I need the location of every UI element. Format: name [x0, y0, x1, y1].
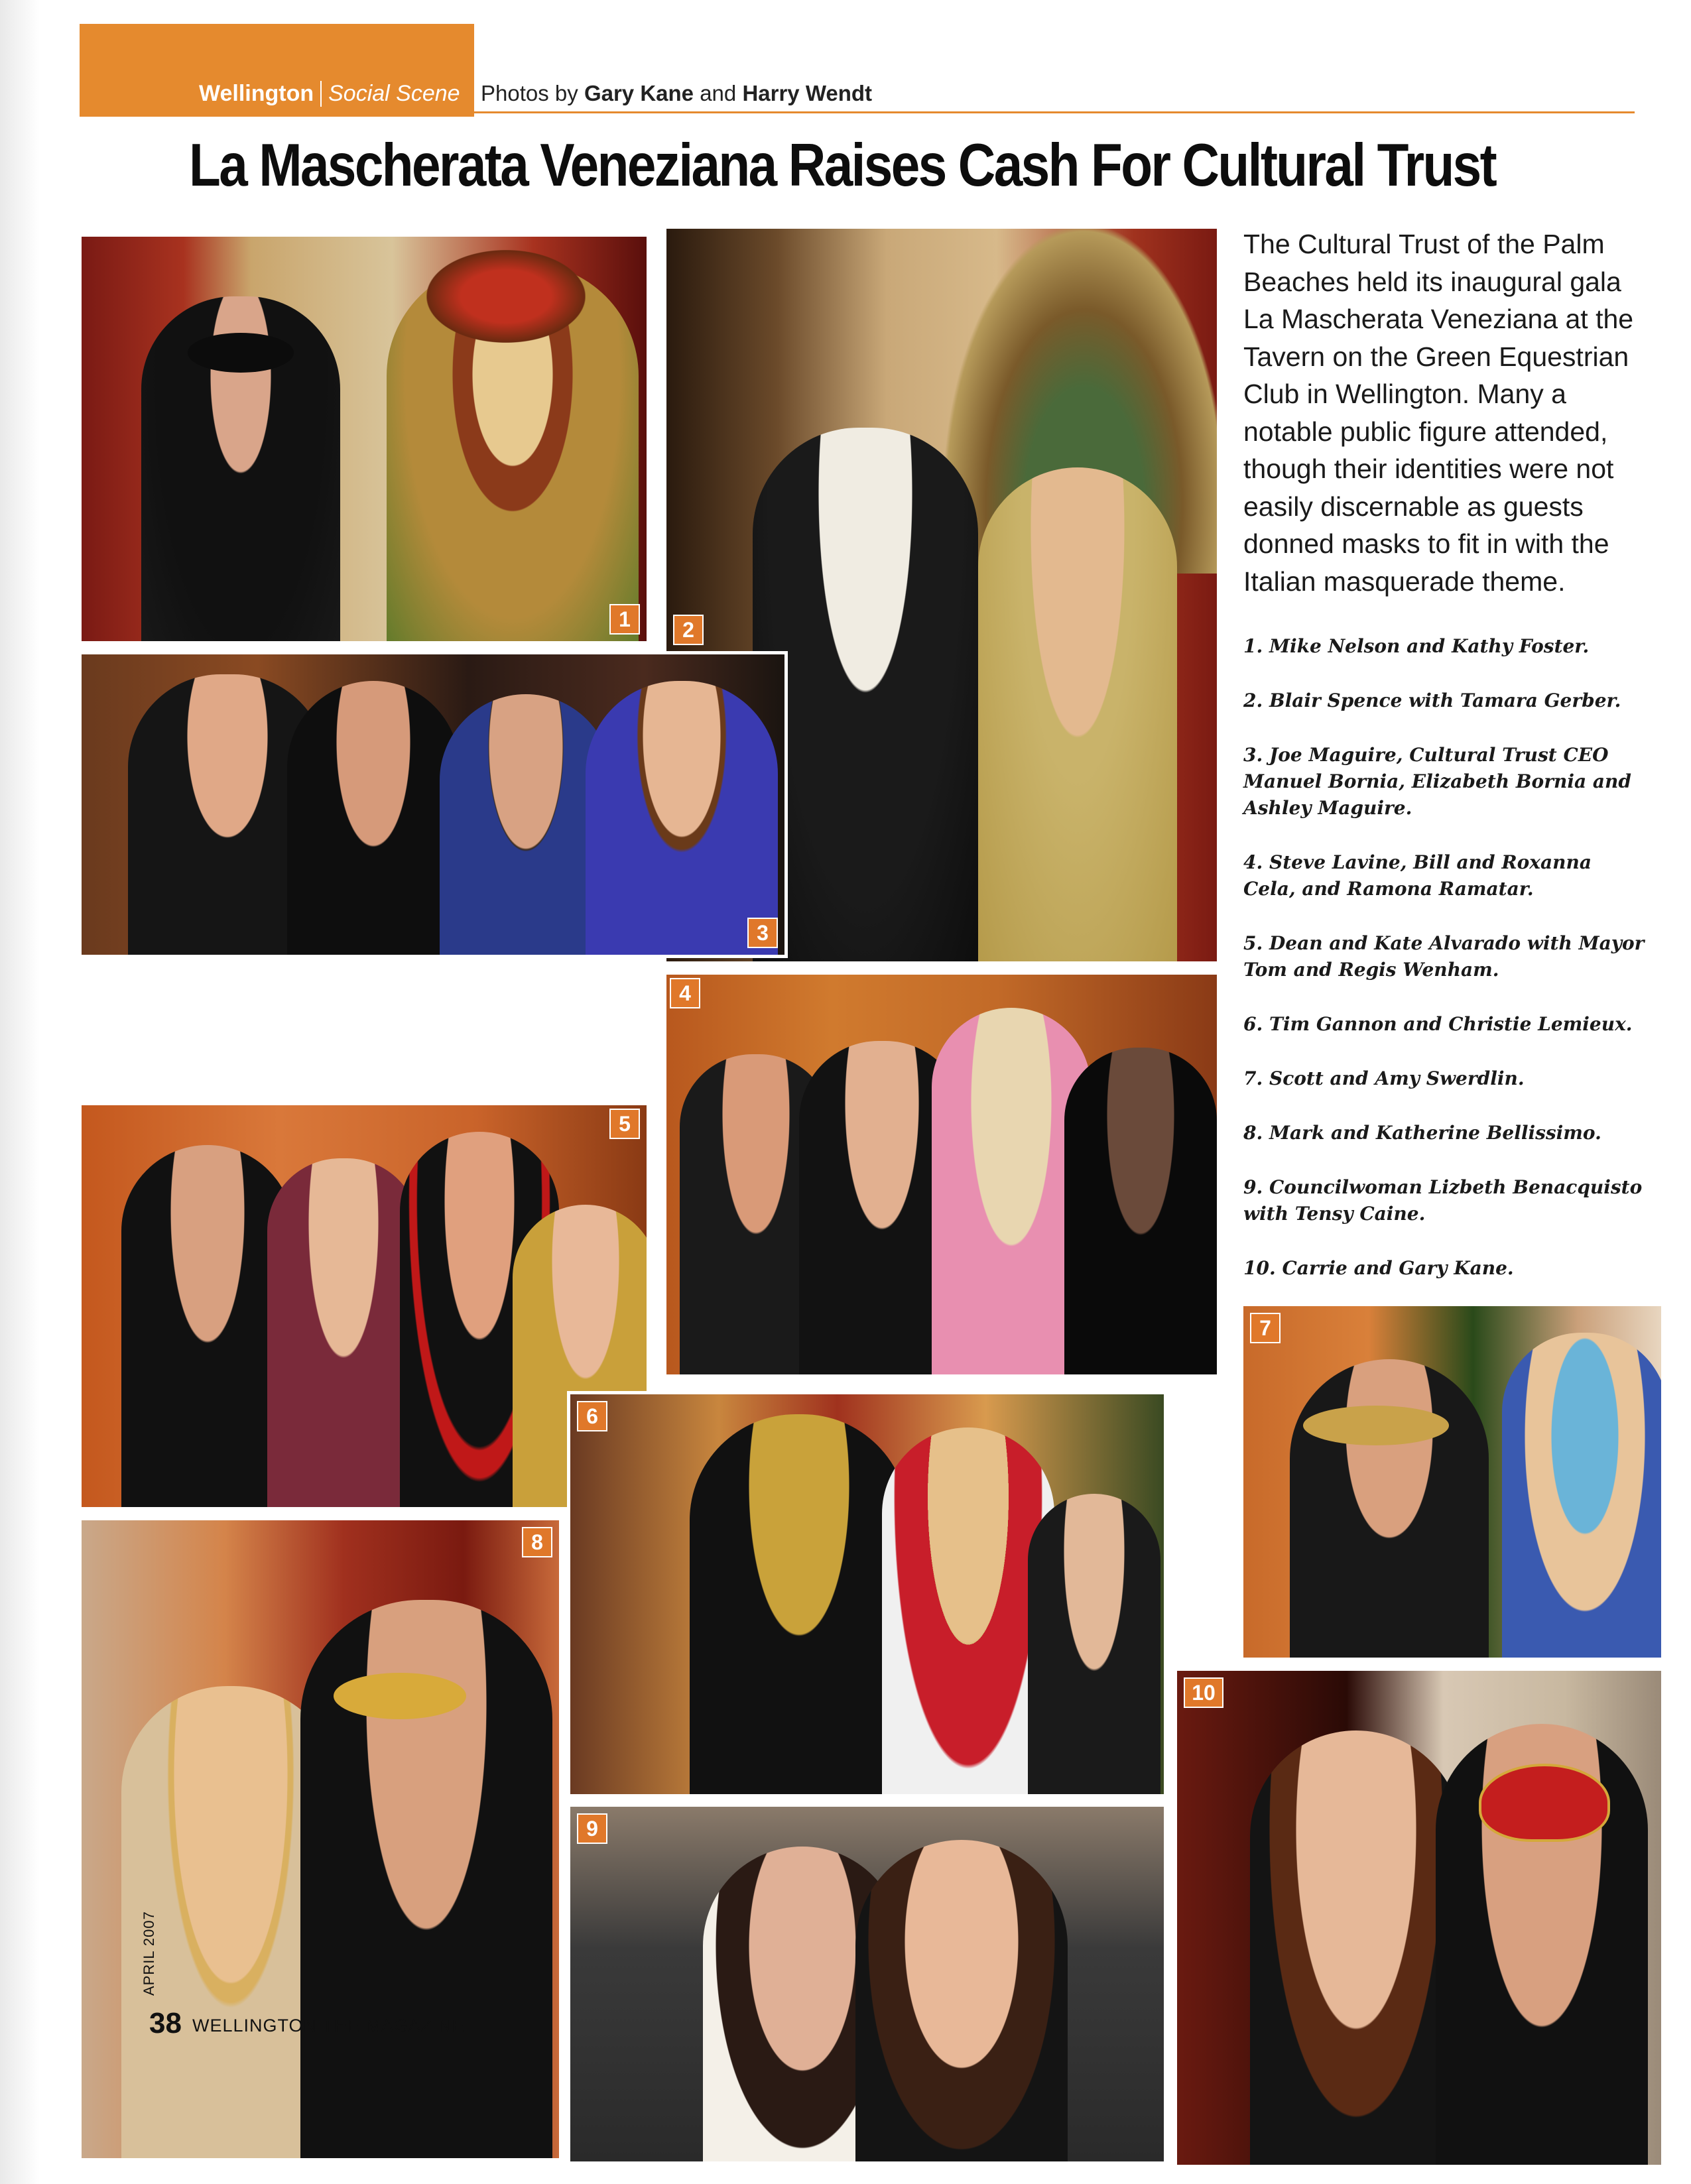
- credit-prefix: Photos by: [481, 81, 584, 105]
- magazine-name: WELLINGTON THE MAGAZINE: [192, 2016, 465, 2035]
- photo-4: [663, 971, 1220, 1378]
- photo-7-number: 7: [1250, 1313, 1281, 1343]
- photo-8-number: 8: [522, 1527, 552, 1557]
- headline: La Mascherata Veneziana Raises Cash For Cultural Trust: [189, 132, 1496, 199]
- caption-2: 2. Blair Spence with Tamara Gerber.: [1243, 690, 1621, 711]
- credit-and: and: [694, 81, 743, 105]
- photo-10: [1174, 1668, 1664, 2168]
- caption-6: 6. Tim Gannon and Christie Lemieux.: [1243, 1013, 1633, 1035]
- photo-5-number: 5: [609, 1109, 640, 1139]
- caption-8: 8. Mark and Katherine Bellissimo.: [1243, 1122, 1601, 1144]
- section-main-label: Wellington: [199, 81, 314, 106]
- photo-9-number: 9: [577, 1813, 607, 1844]
- photo-credit: [481, 81, 872, 106]
- caption-7: 7. Scott and Amy Swerdlin.: [1243, 1067, 1525, 1089]
- photographer-2: Harry Wendt: [742, 81, 873, 105]
- issue-date: APRIL 2007: [141, 1911, 157, 1996]
- photo-3-number: 3: [747, 918, 778, 948]
- photo-6: [567, 1391, 1167, 1797]
- photo-6-number: 6: [577, 1401, 607, 1431]
- photo-5: [78, 1102, 650, 1510]
- photo-10-number: 10: [1184, 1677, 1223, 1708]
- photo-7: [1240, 1303, 1664, 1661]
- photographer-1: Gary Kane: [584, 81, 694, 105]
- photo-2-number: 2: [673, 615, 704, 645]
- photo-9: [567, 1803, 1167, 2165]
- caption-1: 1. Mike Nelson and Kathy Foster.: [1243, 635, 1590, 657]
- section-rule: [474, 111, 1635, 113]
- section-label: [199, 81, 460, 113]
- scan-edge-shadow: [0, 0, 40, 2184]
- photo-1: [78, 233, 650, 644]
- photo-3: [78, 651, 788, 958]
- caption-10: 10. Carrie and Gary Kane.: [1243, 1257, 1514, 1279]
- page-number: 38: [149, 2007, 182, 2039]
- photo-8: [78, 1517, 562, 2161]
- section-sub-label: Social Scene: [320, 81, 460, 107]
- intro-paragraph: The Cultural Trust of the Palm Beaches held its inaugural gala La Mascherata Veneziana at the Tavern on the Green Equestrian Club in Wellington. Many a notable public figure attended, though their identities were not easily discernable as guests donned masks to fit in with the Italian masquerade theme.: [1243, 229, 1634, 597]
- photo-4-number: 4: [670, 978, 700, 1008]
- caption-list: [1243, 633, 1648, 1309]
- photo-1-number: 1: [609, 604, 640, 635]
- caption-3: 3. Joe Maguire, Cultural Trust CEO Manuel Bornia, Elizabeth Bornia and Ashley Maguire.: [1243, 744, 1631, 819]
- caption-4: 4. Steve Lavine, Bill and Roxanna Cela, and Ramona Ramatar.: [1243, 851, 1592, 900]
- caption-9: 9. Councilwoman Lizbeth Benacquisto with Tensy Caine.: [1243, 1176, 1643, 1225]
- caption-5: 5. Dean and Kate Alvarado with Mayor Tom and Regis Wenham.: [1243, 932, 1645, 981]
